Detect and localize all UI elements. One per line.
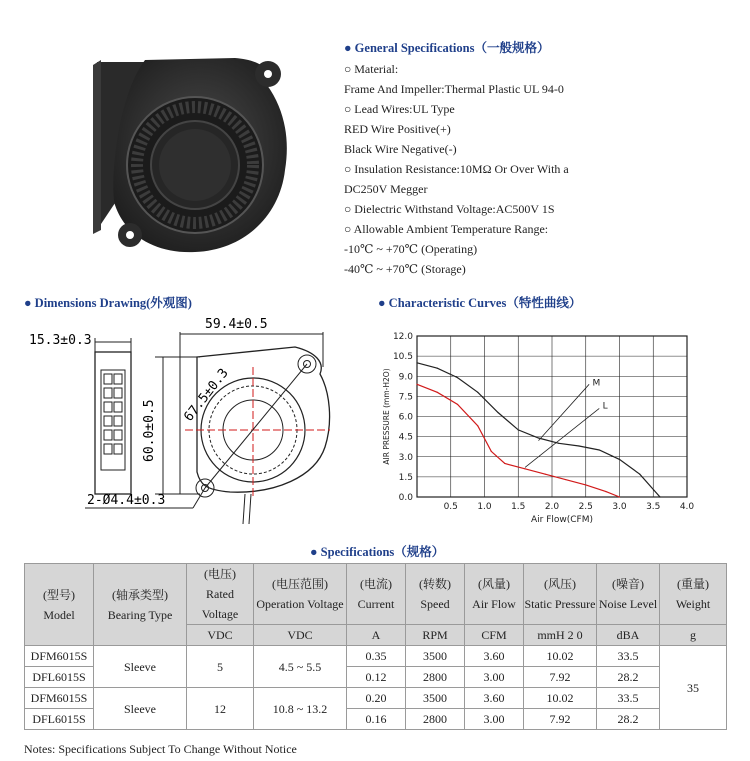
model-cell: DFL6015S [25,709,94,730]
series-point [504,463,505,464]
x-tick-label: 0.5 [443,502,458,512]
y-tick-label: 3.0 [398,452,413,463]
rated-voltage-cell: 5 [187,646,254,688]
unit-rated: VDC [187,625,254,646]
series-point [416,362,417,363]
dimensions-drawing [25,312,355,527]
general-spec-line: RED Wire Positive(+) [344,122,451,136]
current-cell: 0.12 [347,667,406,688]
unit-pressure: mmH 2 0 [524,625,597,646]
operation-voltage-cell: 10.8 ~ 13.2 [254,688,347,730]
unit-weight: g [660,625,727,646]
x-tick-label: 1.0 [477,502,492,512]
series-point [477,425,478,426]
speed-cell: 2800 [406,709,465,730]
y-tick-label: 6.0 [398,412,413,423]
general-spec-line: ○ Allowable Ambient Temperature Range: [344,222,549,236]
header-static-pressure: (风压) Static Pressure [524,564,597,625]
speed-cell: 3500 [406,646,465,667]
general-spec-line: Frame And Impeller:Thermal Plastic UL 94-0 [344,82,564,96]
y-tick-label: 4.5 [398,432,413,443]
thickness-label: 15.3±0.3 [29,333,92,348]
leader-line-L [525,408,599,467]
pressure-cell: 10.02 [524,688,597,709]
header-noise-level: (噪音) Noise Level [597,564,660,625]
operation-voltage-cell: 4.5 ~ 5.5 [254,646,347,688]
x-tick-label: 3.5 [646,502,661,512]
series-point [619,496,620,497]
holes-label: 2-Ø4.4±0.3 [87,493,166,508]
general-spec-line: -40℃ ~ +70℃ (Storage) [344,262,466,276]
height-label: 60.0±0.5 [142,399,157,462]
general-spec-line: ○ Lead Wires:UL Type [344,102,455,116]
series-point [416,384,417,385]
y-tick-label: 7.5 [398,392,413,403]
series-point [619,459,620,460]
model-cell: DFM6015S [25,688,94,709]
series-point [437,392,438,393]
header-bearing: (轴承类型) Bearing Type [94,564,187,646]
general-specs-title: ● General Specifications（一般规格） [344,41,550,55]
x-tick-label: 3.0 [612,502,627,512]
characteristic-chart [365,322,725,527]
unit-speed: RPM [406,625,465,646]
y-tick-label: 12.0 [392,332,413,342]
weight-cell: 35 [660,646,727,730]
y-tick-label: 10.5 [392,352,413,363]
series-point [437,368,438,369]
flow-cell: 3.00 [465,667,524,688]
header-weight: (重量) Weight [660,564,727,625]
curves-title: ● Characteristic Curves（特性曲线） [378,296,582,310]
series-point [578,445,579,446]
flow-cell: 3.60 [465,688,524,709]
product-photo [85,40,290,260]
general-spec-line: DC250V Megger [344,182,428,196]
series-label-M: M [592,378,601,389]
table-row [25,688,727,709]
series-label-L: L [602,401,608,412]
series-point [477,392,478,393]
dimensions-title: ● Dimensions Drawing(外观图) [24,296,192,310]
speed-cell: 3500 [406,688,465,709]
model-cell: DFM6015S [25,646,94,667]
header-air-flow: (风量) Air Flow [465,564,524,625]
series-point [457,404,458,405]
diagonal-label: 67.5±0.3 [181,365,232,425]
current-cell: 0.35 [347,646,406,667]
unit-current: A [347,625,406,646]
noise-cell: 33.5 [597,646,660,667]
y-tick-label: 1.5 [398,472,413,483]
pressure-cell: 7.92 [524,709,597,730]
series-point [605,491,606,492]
series-point [491,451,492,452]
bearing-cell: Sleeve [94,646,187,688]
x-tick-label: 2.0 [544,502,560,512]
pressure-cell: 10.02 [524,646,597,667]
unit-operation: VDC [254,625,347,646]
general-spec-line: Black Wire Negative(-) [344,142,457,156]
x-tick-label: 2.5 [578,502,593,512]
series-point [565,479,566,480]
noise-cell: 28.2 [597,667,660,688]
header-rated-voltage: (电压) Rated Voltage [187,564,254,625]
unit-noise: dBA [597,625,660,646]
speed-cell: 2800 [406,667,465,688]
noise-cell: 33.5 [597,688,660,709]
x-tick-label: 4.0 [679,502,695,512]
general-spec-line: -10℃ ~ +70℃ (Operating) [344,242,478,256]
series-point [538,437,539,438]
current-cell: 0.16 [347,709,406,730]
noise-cell: 28.2 [597,709,660,730]
current-cell: 0.20 [347,688,406,709]
series-point [599,449,600,450]
notes: Notes: Specifications Subject To Change Without Notice [24,742,297,756]
series-point [524,468,525,469]
series-point [659,496,660,497]
y-axis-label: AIR PRESSURE (mm-H2O) [382,368,391,465]
bearing-cell: Sleeve [94,688,187,730]
series-point [545,474,546,475]
header-model: (型号) Model [25,564,94,646]
model-cell: DFL6015S [25,667,94,688]
series-point [518,429,519,430]
width-label: 59.4±0.5 [205,317,268,332]
header-operation-voltage: (电压范围) Operation Voltage [254,564,347,625]
series-point [639,474,640,475]
flow-cell: 3.00 [465,709,524,730]
rated-voltage-cell: 12 [187,688,254,730]
pressure-cell: 7.92 [524,667,597,688]
y-tick-label: 9.0 [398,372,413,383]
table-row [25,646,727,667]
header-speed: (转数) Speed [406,564,465,625]
general-spec-line: ○ Insulation Resistance:10MΩ Or Over With a [344,162,569,176]
series-point [558,443,559,444]
leader-line-M [539,384,590,440]
y-tick-label: 0.0 [398,493,413,503]
unit-flow: CFM [465,625,524,646]
specifications-title: ● Specifications（规格） [310,545,445,559]
series-point [457,377,458,378]
specifications-table [24,563,727,730]
general-spec-line: ○ Dielectric Withstand Voltage:AC500V 1S [344,202,555,216]
x-tick-label: 1.5 [511,502,526,512]
series-point [497,412,498,413]
x-axis-label: Air Flow(CFM) [530,515,594,525]
general-spec-line: ○ Material: [344,62,399,76]
header-current: (电流) Current [347,564,406,625]
flow-cell: 3.60 [465,646,524,667]
series-point [585,484,586,485]
